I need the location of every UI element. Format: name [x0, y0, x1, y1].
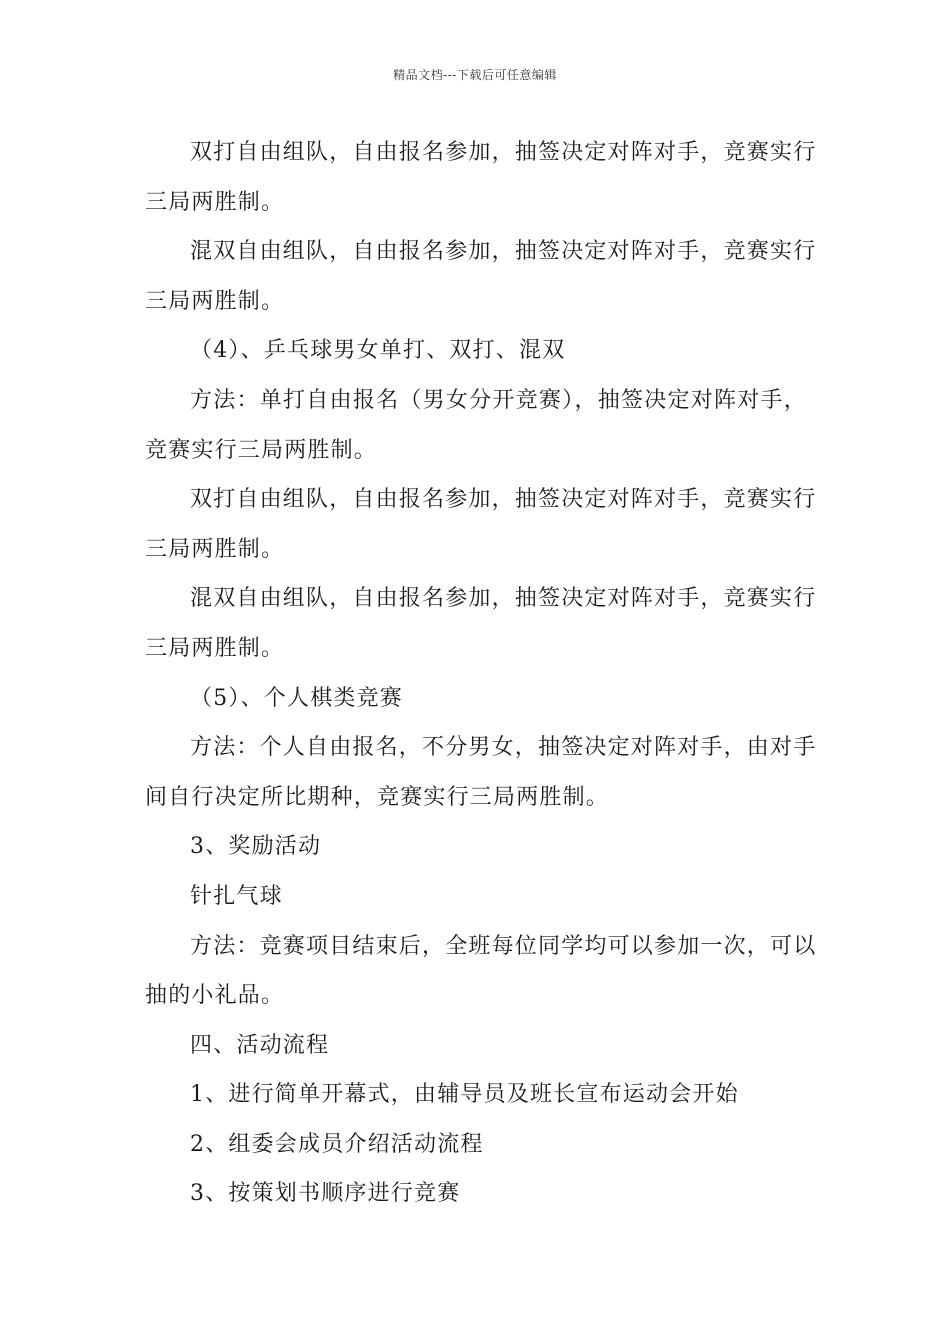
paragraph-line: 3、奖励活动 [190, 834, 322, 860]
paragraph-line: 三局两胜制。 [145, 189, 285, 215]
paragraph-line: 三局两胜制。 [145, 536, 285, 562]
paragraph-line: 三局两胜制。 [145, 288, 285, 314]
list-item [145, 1169, 807, 1219]
paragraph-line: 3、按策划书顺序进行竞赛 [190, 1181, 461, 1207]
paragraph-line: 混双自由组队，自由报名参加，抽签决定对阵对手，竞赛实行 [190, 586, 817, 612]
paragraph [145, 574, 817, 673]
paragraph-line: 四、活动流程 [190, 1032, 330, 1058]
paragraph-line: 方法：个人自由报名，不分男女，抽签决定对阵对手，由对手 [190, 735, 817, 761]
document-body [145, 128, 817, 1219]
section-heading [145, 822, 807, 872]
paragraph-line: 2、组委会成员介绍活动流程 [190, 1131, 484, 1157]
paragraph-line: （4）、乒乓球男女单打、双打、混双 [190, 338, 566, 364]
paragraph-line: 混双自由组队，自由报名参加，抽签决定对阵对手，竞赛实行 [190, 239, 817, 265]
paragraph-line: 1、进行简单开幕式，由辅导员及班长宣布运动会开始 [190, 1082, 739, 1108]
paragraph-line: 方法：竞赛项目结束后，全班每位同学均可以参加一次，可以 [190, 933, 817, 959]
paragraph-line: 针扎气球 [190, 883, 283, 909]
paragraph-line: 间自行决定所比期种，竞赛实行三局两胜制。 [145, 784, 610, 810]
paragraph [145, 128, 817, 227]
section-heading [145, 674, 807, 724]
paragraph [145, 376, 807, 475]
page-header: 精品文档---下载后可任意编辑 [393, 68, 557, 82]
paragraph-line: 三局两胜制。 [145, 635, 285, 661]
list-item [145, 1120, 807, 1170]
paragraph-line: 双打自由组队，自由报名参加，抽签决定对阵对手，竞赛实行 [190, 487, 817, 513]
paragraph [145, 872, 807, 922]
paragraph [145, 227, 817, 326]
paragraph-line: （5）、个人棋类竞赛 [190, 685, 403, 711]
section-heading [145, 326, 807, 376]
paragraph-line: 双打自由组队，自由报名参加，抽签决定对阵对手，竞赛实行 [190, 140, 817, 165]
list-item [145, 1070, 807, 1120]
paragraph [145, 475, 817, 574]
paragraph [145, 723, 817, 822]
section-heading [145, 1021, 807, 1071]
paragraph [145, 922, 817, 1021]
paragraph-line: 抽的小礼品。 [145, 983, 285, 1009]
paragraph-line: 方法：单打自由报名（男女分开竞赛），抽签决定对阵对手， [190, 387, 807, 413]
paragraph-line: 竞赛实行三局两胜制。 [145, 437, 378, 463]
